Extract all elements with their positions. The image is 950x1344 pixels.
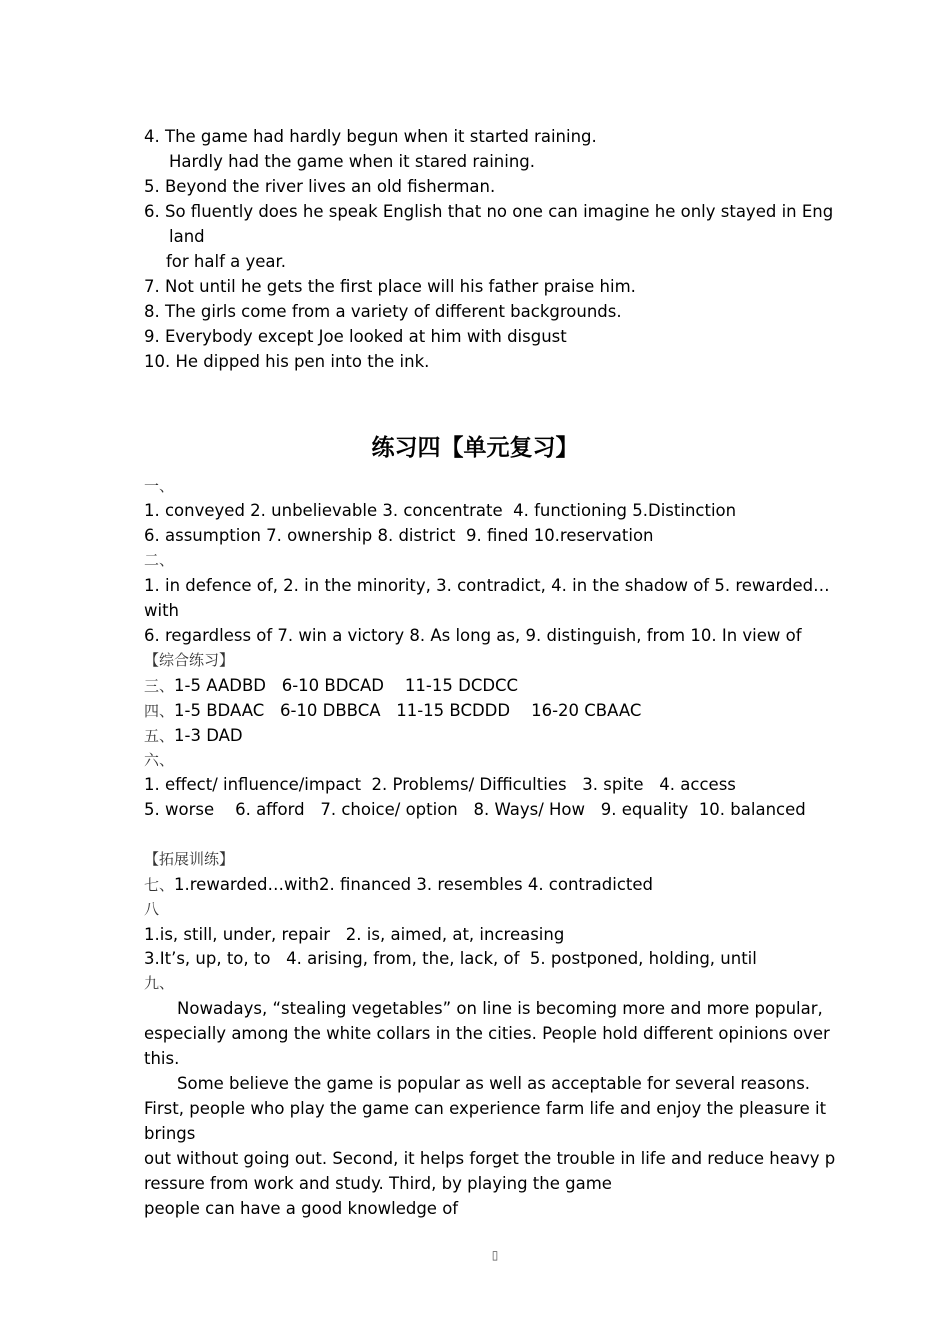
essay-line-7: out without going out. Second, it helps forget the trouble in life and reduce heavy p [144,1149,836,1168]
part-1-line-2: 6. assumption 7. ownership 8. district 9. fined 10.reservation [144,526,654,545]
sentence-9: 9. Everybody except Joe looked at him with disgust [144,327,567,346]
part-9-heading: 九、 [144,974,175,992]
sentence-4-rewrite: Hardly had the game when it stared raining. [169,152,536,171]
part-4-text: 1-5 BDAAC 6-10 DBBCA 11-15 BCDDD 16-20 CBAAC [174,701,642,720]
sentence-4: 4. The game had hardly begun when it started raining. [144,127,597,146]
part-2-line-2: with [144,601,180,620]
part-8-line-2: 3.It’s, up, to, to 4. arising, from, the, lack, of 5. postponed, holding, until [144,949,757,968]
sentence-7: 7. Not until he gets the first place will his father praise him. [144,277,636,296]
sentence-10: 10. He dipped his pen into the ink. [144,352,430,371]
essay-line-2: especially among the white collars in the cities. People hold different opinions over [144,1024,830,1043]
part-8-heading: 八 [144,900,160,918]
part-7-number: 七、 [144,876,175,894]
part-7-answers [144,872,653,898]
part-4-number: 四、 [144,702,175,720]
part-5-text: 1-3 DAD [174,726,243,745]
sentence-5: 5. Beyond the river lives an old fisherman. [144,177,496,196]
part-1-heading: 一、 [144,477,175,495]
sentence-6-cont: land [169,227,205,246]
essay-line-3: this. [144,1049,180,1068]
sentence-8: 8. The girls come from a variety of different backgrounds. [144,302,622,321]
part-8-line-1: 1.is, still, under, repair 2. is, aimed, at, increasing [144,925,565,944]
page-number: ▯ [491,1248,499,1262]
essay-line-4: Some believe the game is popular as well as acceptable for several reasons. [177,1074,811,1093]
part-3-number: 三、 [144,677,175,695]
essay-line-8: ressure from work and study. Third, by playing the game [144,1174,612,1193]
part-1-line-1: 1. conveyed 2. unbelievable 3. concentrate 4. functioning 5.Distinction [144,501,737,520]
part-3-text: 1-5 AADBD 6-10 BDCAD 11-15 DCDCC [174,676,519,695]
essay-line-6: brings [144,1124,196,1143]
part-5-number: 五、 [144,727,175,745]
part-6-line-1: 1. effect/ influence/impact 2. Problems/ Difficulties 3. spite 4. access [144,775,736,794]
sentence-6: 6. So fluently does he speak English that no one can imagine he only stayed in Eng [144,202,834,221]
part-6-line-2: 5. worse 6. afford 7. choice/ option 8. Ways/ How 9. equality 10. balanced [144,800,806,819]
part-4-answers [144,698,641,724]
part-6-heading: 六、 [144,751,175,769]
essay-line-9: people can have a good knowledge of [144,1199,459,1218]
part-2-line-3: 6. regardless of 7. win a victory 8. As long as, 9. distinguish, from 10. In view of [144,626,802,645]
sentence-6-cont2: for half a year. [166,252,287,271]
essay-line-5: First, people who play the game can experience farm life and enjoy the pleasure it [144,1099,827,1118]
part-3-answers [144,673,518,699]
comprehensive-heading: 【综合练习】 [144,651,235,669]
part-7-text: 1.rewarded…with2. financed 3. resembles 4. contradicted [174,875,654,894]
essay-line-1: Nowadays, “stealing vegetables” on line is becoming more and more popular, [177,999,823,1018]
part-2-line-1: 1. in defence of, 2. in the minority, 3. contradict, 4. in the shadow of 5. rewarded… [144,576,830,595]
extension-heading: 【拓展训练】 [144,850,235,868]
part-5-answers [144,723,243,749]
section-title: 练习四【单元复习】 [371,434,579,461]
part-2-heading: 二、 [144,551,175,569]
